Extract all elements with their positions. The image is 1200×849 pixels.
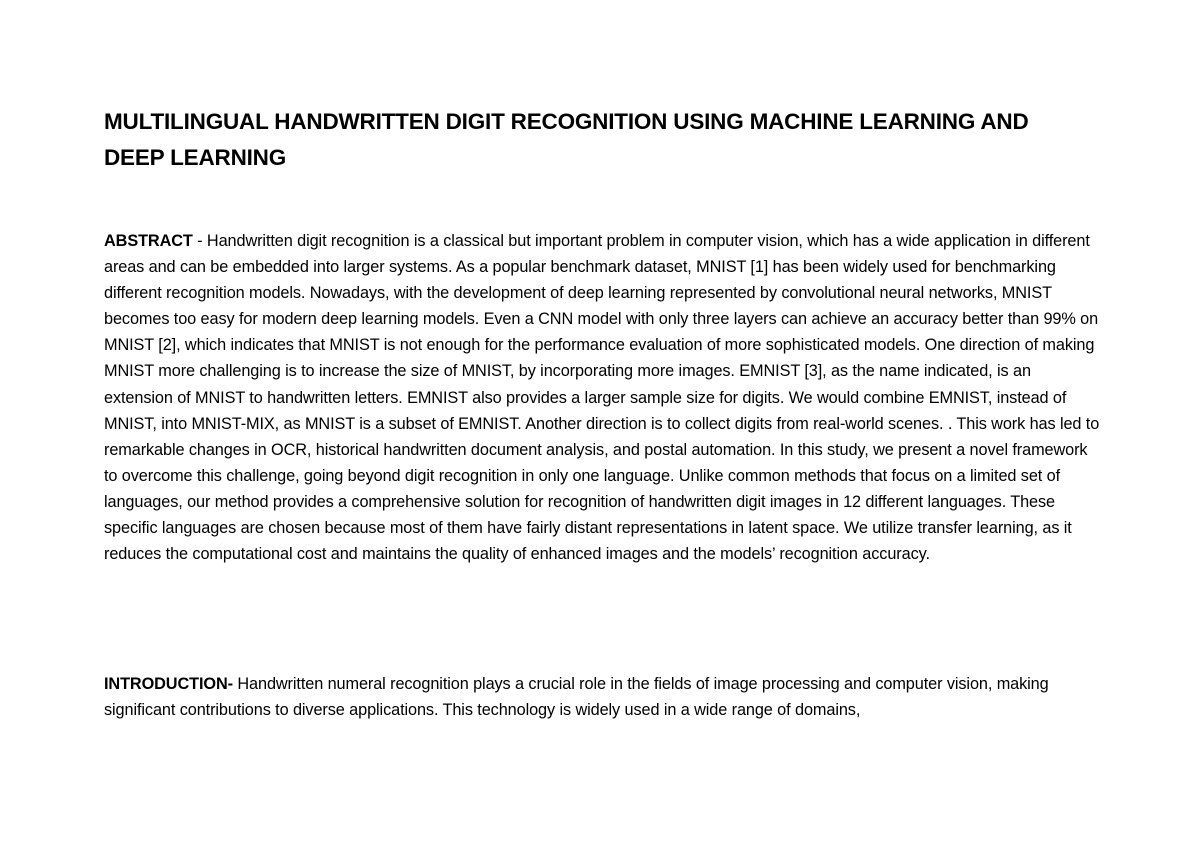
abstract-body: Handwritten digit recognition is a classical but important problem in computer vision, which has a wide application in different areas and can be embedded into larger systems. As a popular benchmark dataset, MNIST [1] has been widely used for benchmarking different recognition models. Nowadays, with the development of deep learning represented by convolutional neural networks, MNIST becomes too easy for modern deep learning models. Even a CNN model with only three layers can achieve an accuracy better than 99% on MNIST [2], which indicates that MNIST is not enough for the performance evaluation of more sophisticated models. One direction of making MNIST more challenging is to increase the size of MNIST, by incorporating more images. EMNIST [3], as the name indicated, is an extension of MNIST to handwritten letters. EMNIST also provides a larger sample size for digits. We would combine EMNIST, instead of MNIST, into MNIST-MIX, as MNIST is a subset of EMNIST. Another direction is to collect digits from real-world scenes. . This work has led to remarkable changes in OCR, historical handwritten document analysis, and postal automation. In this study, we present a novel framework to overcome this challenge, going beyond digit recognition in only one language. Unlike common methods that focus on a limited set of languages, our method provides a comprehensive solution for recognition of handwritten digit images in 12 different languages. These specific languages are chosen because most of them have fairly distant representations in latent space. We utilize transfer learning, as it reduces the computational cost and maintains the quality of enhanced images and the models’ recognition accuracy. (104, 232, 1100, 564)
abstract-heading: ABSTRACT (104, 232, 193, 250)
introduction-heading: INTRODUCTION- (104, 675, 233, 693)
introduction-paragraph (104, 671, 1104, 723)
abstract-separator: - (192, 232, 207, 250)
document-title: MULTILINGUAL HANDWRITTEN DIGIT RECOGNITION USING MACHINE LEARNING AND DEEP LEARNING (104, 109, 1029, 170)
abstract-paragraph (104, 228, 1104, 567)
introduction-body: Handwritten numeral recognition plays a crucial role in the fields of image processing and computer vision, making significant contributions to diverse applications. This technology is widely used in a wide range of domains, (104, 675, 1049, 720)
